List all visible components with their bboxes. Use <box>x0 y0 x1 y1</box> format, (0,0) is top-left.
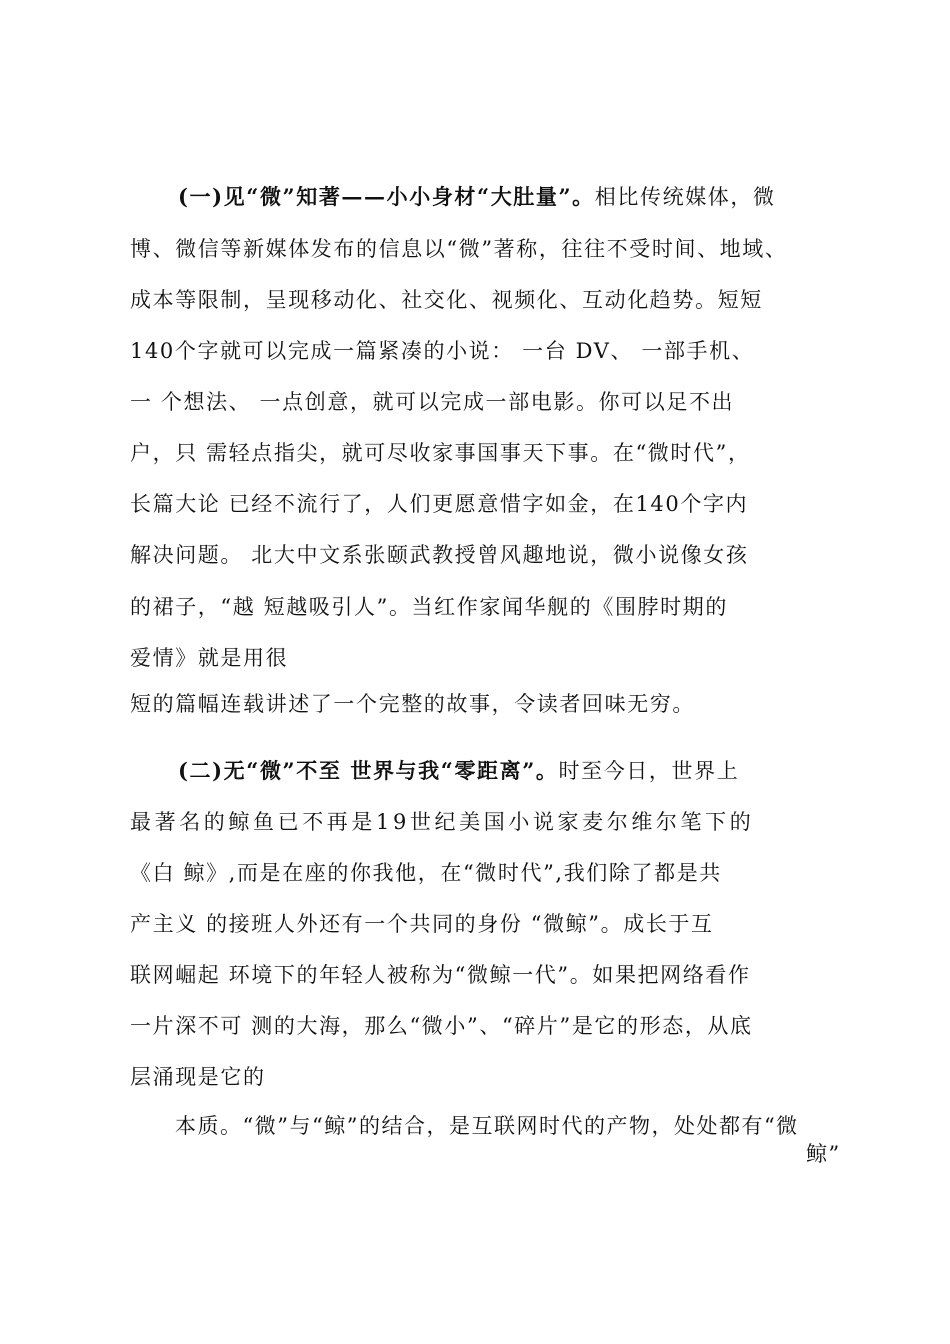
section1-line-5: 一 个想法、 一点创意，就可以完成一部电影。你可以足不出 <box>130 390 735 414</box>
section2-line-4: 产主义 的接班人外还有一个共同的身份 “微鲸”。成长于互 <box>130 912 714 936</box>
section2-line-3: 《白 鲸》,而是在座的你我他，在“微时代”,我们除了都是共 <box>130 861 722 885</box>
section2-line-7: 层涌现是它的 <box>130 1065 266 1089</box>
section2-tail-wrap: 鲸” <box>806 1142 841 1166</box>
section1-line-6: 户，只 需轻点指尖，就可尽收家事国事天下事。在“微时代”， <box>130 441 751 465</box>
section2-line-2: 最著名的鲸鱼已不再是19世纪美国小说家麦尔维尔笔下的 <box>130 810 755 834</box>
section1-line-10: 爱情》就是用很 <box>130 646 289 670</box>
section2-tail-line: 本质。“微”与“鲸”的结合，是互联网时代的产物，处处都有“微 <box>175 1114 799 1138</box>
section1-line-4: 140个字就可以完成一篇紧凑的小说： 一台 DV、 一部手机、 <box>130 339 755 363</box>
section1-line-11: 短的篇幅连载讲述了一个完整的故事，令读者回味无穷。 <box>130 692 695 716</box>
section1-line-9: 的裙子，“越 短越吸引人”。当红作家闻华舰的《围脖时期的 <box>130 595 728 619</box>
section2-line-1 <box>178 756 830 786</box>
section2-line-6: 一片深不可 测的大海，那么“微小”、“碎片”是它的形态，从底 <box>130 1014 753 1038</box>
section2-line1-rest: 时至今日，世界上 <box>558 759 740 783</box>
section1-line-8: 解决问题。 北大中文系张颐武教授曾风趣地说，微小说像女孩 <box>130 543 749 567</box>
section1-line1-rest: 相比传统媒体，微 <box>594 185 776 209</box>
section1-line-2: 博、微信等新媒体发布的信息以“微”著称，往往不受时间、地域、 <box>130 237 788 261</box>
section2-heading: (二)无“微”不至 世界与我“零距离”。 <box>178 758 559 783</box>
section2-line-5: 联网崛起 环境下的年轻人被称为“微鲸一代”。如果把网络看作 <box>130 963 751 987</box>
section1-line-1 <box>178 182 830 212</box>
section1-heading: (一)见“微”知著——小小身材“大肚量”。 <box>178 184 595 209</box>
section1-line-3: 成本等限制，呈现移动化、社交化、视频化、互动化趋势。短短 <box>130 288 763 312</box>
section1-line-7: 长篇大论 已经不流行了，人们更愿意惜字如金，在140个字内 <box>130 492 749 516</box>
